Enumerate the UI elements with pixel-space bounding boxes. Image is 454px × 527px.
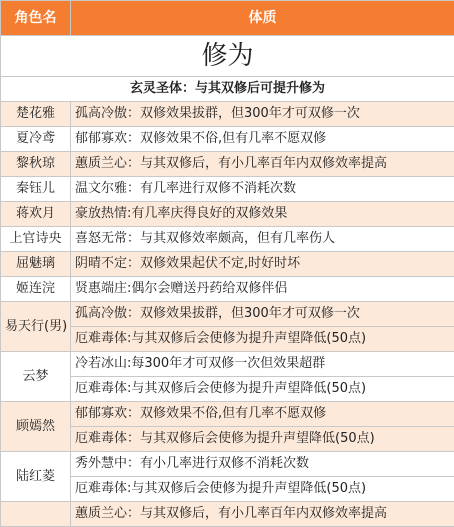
physique-description: 孤高冷傲：双修效果拔群，但300年才可双修一次 xyxy=(71,302,454,327)
character-name: 顾嫣然 xyxy=(1,402,71,452)
physique-description: 阴晴不定：双修效果起伏不定,时好时坏 xyxy=(71,252,454,277)
character-name: 屈魅璃 xyxy=(1,252,71,277)
physique-description: 厄难毒体:与其双修后会使修为提升声望降低(50点) xyxy=(71,327,454,352)
table-row xyxy=(1,502,454,527)
table-row xyxy=(1,227,454,252)
physique-description: 蕙质兰心：与其双修后，有小几率百年内双修效率提高 xyxy=(71,502,454,527)
header-physique: 体质 xyxy=(71,1,454,36)
table-row xyxy=(1,177,454,202)
physique-description: 喜怒无常：与其双修效率颇高，但有几率伤人 xyxy=(71,227,454,252)
character-name: 姬连浣 xyxy=(1,277,71,302)
header-character-name: 角色名 xyxy=(1,1,71,36)
character-name: 陆红菱 xyxy=(1,452,71,502)
physique-description: 孤高冷傲：双修效果拔群，但300年才可双修一次 xyxy=(71,102,454,127)
character-name xyxy=(1,502,71,527)
physique-description: 厄难毒体:与其双修后会使修为提升声望降低(50点) xyxy=(71,377,454,402)
character-name: 上官诗央 xyxy=(1,227,71,252)
character-name: 秦钰儿 xyxy=(1,177,71,202)
physique-description: 豪放热情:有几率庆得良好的双修效果 xyxy=(71,202,454,227)
section-title-row xyxy=(1,36,454,77)
physique-description: 郁郁寡欢：双修效果不俗,但有几率不愿双修 xyxy=(71,127,454,152)
physique-description: 厄难毒体:与其双修后会使修为提升声望降低(50点) xyxy=(71,477,454,502)
table-row xyxy=(1,102,454,127)
table-row xyxy=(1,202,454,227)
table-row xyxy=(1,402,454,427)
table-row xyxy=(1,127,454,152)
character-name: 易天行(男) xyxy=(1,302,71,352)
physique-description: 温文尔雅：有几率进行双修不消耗次数 xyxy=(71,177,454,202)
character-name: 夏冷鸢 xyxy=(1,127,71,152)
physique-description: 郁郁寡欢：双修效果不俗,但有几率不愿双修 xyxy=(71,402,454,427)
section-title: 修为 xyxy=(1,36,454,77)
table-row xyxy=(1,452,454,477)
section-subtitle: 玄灵圣体：与其双修后可提升修为 xyxy=(1,77,454,102)
physique-description: 秀外慧中：有小几率进行双修不消耗次数 xyxy=(71,452,454,477)
table-header-row xyxy=(1,1,454,36)
physique-description: 厄难毒体：与其双修后会使修为提升声望降低(50点) xyxy=(71,427,454,452)
character-name: 楚花雅 xyxy=(1,102,71,127)
character-name: 黎秋琼 xyxy=(1,152,71,177)
table-row xyxy=(1,352,454,377)
table-row xyxy=(1,277,454,302)
character-name: 蒋欢月 xyxy=(1,202,71,227)
section-subtitle-row xyxy=(1,77,454,102)
table-row xyxy=(1,152,454,177)
character-name: 云梦 xyxy=(1,352,71,402)
table-row xyxy=(1,302,454,327)
physique-description: 蕙质兰心：与其双修后，有小几率百年内双修效率提高 xyxy=(71,152,454,177)
physique-description: 冷若冰山:每300年才可双修一次但效果超群 xyxy=(71,352,454,377)
physique-description: 贤惠端庄:偶尔会赠送丹药给双修伴侣 xyxy=(71,277,454,302)
table-row xyxy=(1,252,454,277)
